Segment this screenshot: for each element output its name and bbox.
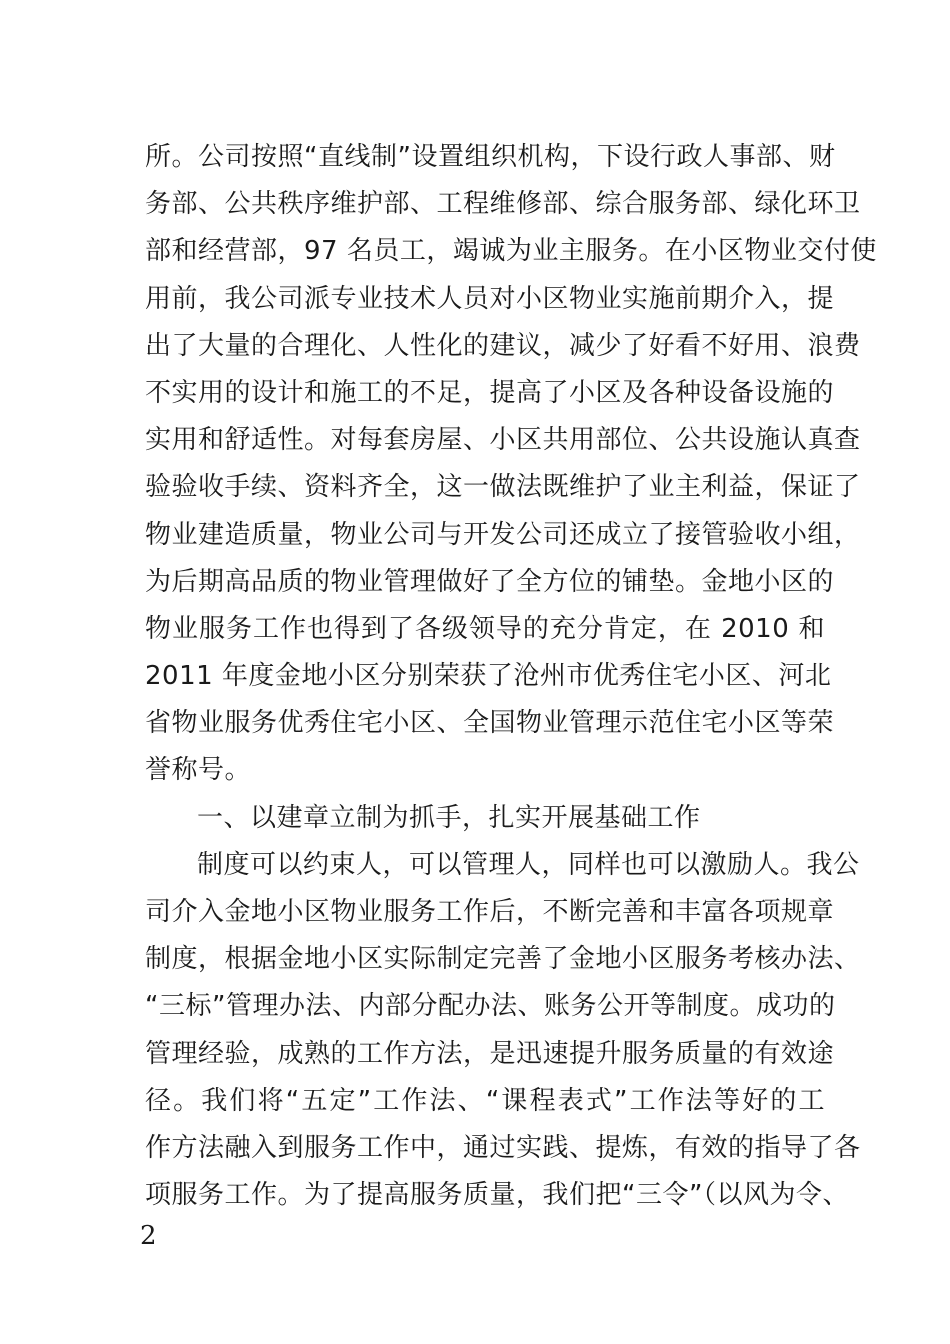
text-line: 务部、公共秩序维护部、工程维修部、综合服务部、绿化环卫 <box>145 189 861 220</box>
text-line: 制度可以约束人，可以管理人，同样也可以激励人。我公 <box>197 849 860 880</box>
text-line: 誉称号。 <box>145 755 252 786</box>
text-line: 司介入金地小区物业服务工作后，不断完善和丰富各项规章 <box>145 897 835 927</box>
text-line: 出了大量的合理化、人性化的建议，减少了好看不好用、浪费 <box>145 330 861 361</box>
section-heading: 一、以建章立制为抓手，扎实开展基础工作 <box>197 802 701 833</box>
page-number: 2 <box>140 1221 157 1251</box>
text-line: 所。公司按照“直线制”设置组织机构，下设行政人事部、财 <box>145 142 836 172</box>
text-line: 径。我们将“五定”工作法、“课程表式”工作法等好的工 <box>145 1085 825 1116</box>
text-line: 作方法融入到服务工作中，通过实践、提炼，有效的指导了各 <box>145 1132 861 1163</box>
text-line: “三标”管理办法、内部分配办法、账务公开等制度。成功的 <box>145 991 836 1022</box>
text-line: 项服务工作。为了提高服务质量，我们把“三令”（以风为令、 <box>145 1180 849 1211</box>
text-line: 部和经营部，97 名员工，竭诚为业主服务。在小区物业交付使 <box>145 236 877 267</box>
text-line: 验验收手续、资料齐全，这一做法既维护了业主利益，保证了 <box>145 472 861 503</box>
body-text <box>145 134 877 1219</box>
text-line: 不实用的设计和施工的不足，提高了小区及各种设备设施的 <box>145 377 835 408</box>
text-line: 管理经验，成熟的工作方法，是迅速提升服务质量的有效途 <box>145 1038 835 1069</box>
text-line: 用前，我公司派专业技术人员对小区物业实施前期介入，提 <box>145 283 835 314</box>
text-line: 物业建造质量，物业公司与开发公司还成立了接管验收小组， <box>145 519 861 550</box>
text-line: 物业服务工作也得到了各级领导的充分肯定，在 2010 和 <box>145 613 825 644</box>
text-line: 为后期高品质的物业管理做好了全方位的铺垫。金地小区的 <box>145 566 835 597</box>
text-line: 省物业服务优秀住宅小区、全国物业管理示范住宅小区等荣 <box>145 708 835 739</box>
text-line: 实用和舒适性。对每套房屋、小区共用部位、公共设施认真查 <box>145 425 861 456</box>
text-line: 2011 年度金地小区分别荣获了沧州市优秀住宅小区、河北 <box>145 661 832 692</box>
text-line: 制度，根据金地小区实际制定完善了金地小区服务考核办法、 <box>145 944 861 975</box>
